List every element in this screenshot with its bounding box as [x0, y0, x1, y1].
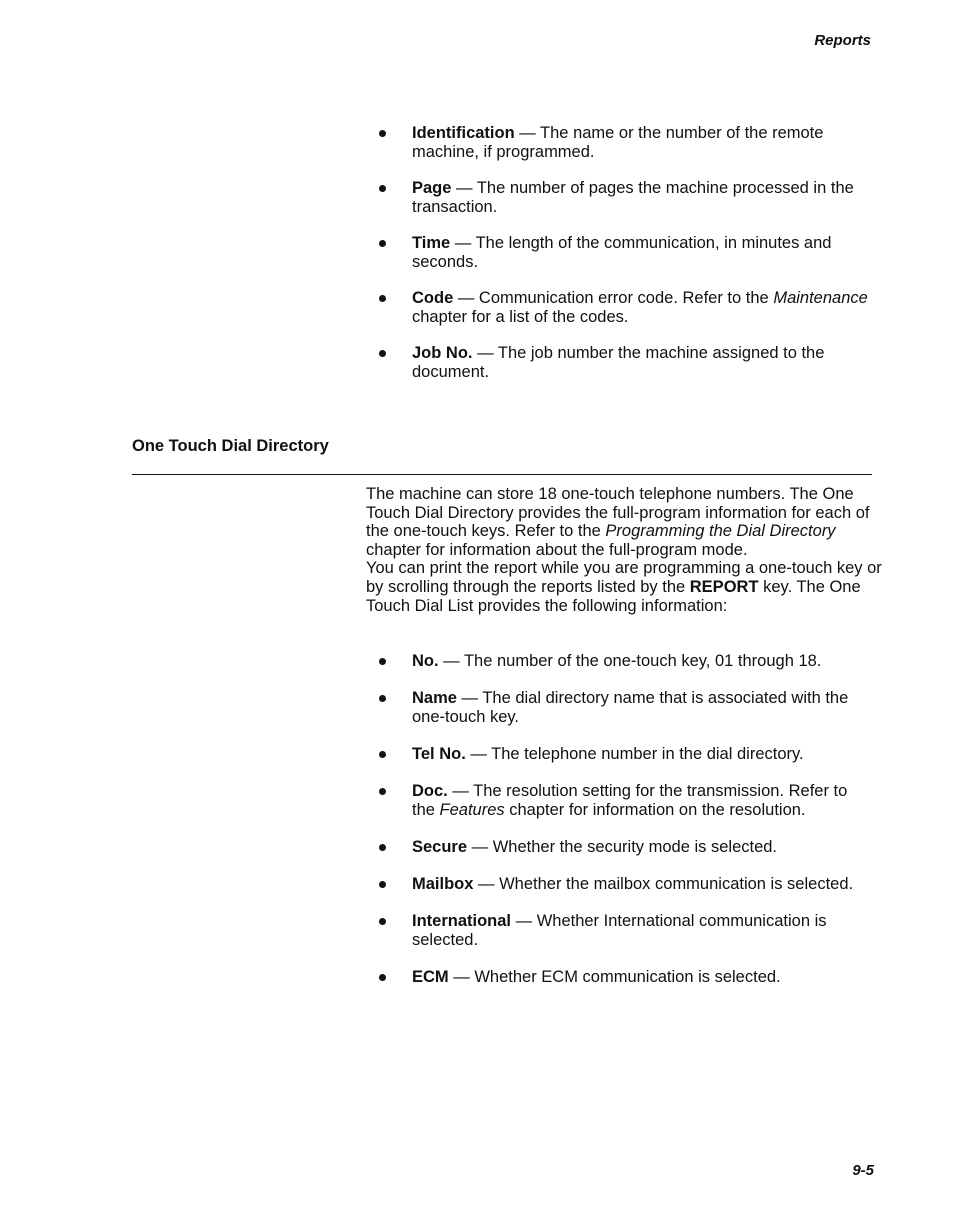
item-term: Identification	[412, 124, 515, 142]
item-term: Code	[412, 289, 454, 307]
list-item: Job No. — The job number the machine assigned to the document.	[377, 344, 872, 382]
paragraph-text: chapter for information about the full-program mode.	[366, 540, 748, 559]
item-term: Doc.	[412, 782, 448, 800]
item-term: Job No.	[412, 344, 473, 362]
directory-fields-list	[377, 652, 872, 1005]
bullet-icon	[379, 695, 386, 702]
paragraph	[366, 485, 886, 559]
list-item: Doc. — The resolution setting for the transmission. Refer to the Features chapter for information on the resolution.	[377, 782, 872, 820]
item-desc: chapter for information on the resolution.	[509, 801, 806, 819]
item-desc: Communication error code. Refer to the	[478, 289, 769, 307]
list-item: ECM — Whether ECM communication is selected.	[377, 968, 872, 987]
paragraph-text: You can print the report while you are programming a one-touch key or by scrolling through the reports listed by the	[366, 559, 882, 596]
bullet-icon	[379, 130, 386, 137]
bullet-icon	[379, 658, 386, 665]
section-heading: One Touch Dial Directory	[132, 437, 329, 455]
item-desc-italic: Features	[439, 801, 505, 819]
list-item: Identification — The name or the number of the remote machine, if programmed.	[377, 124, 872, 162]
list-item: Code — Communication error code. Refer to the Maintenance chapter for a list of the codes.	[377, 289, 872, 327]
page-number: 9-5	[852, 1162, 874, 1179]
item-term: Name	[412, 689, 457, 707]
bullet-icon	[379, 881, 386, 888]
bullet-icon	[379, 350, 386, 357]
bullet-icon	[379, 974, 386, 981]
bullet-icon	[379, 788, 386, 795]
item-desc: The resolution setting for the transmission. Refer to the	[412, 782, 848, 819]
item-desc: The length of the communication, in minutes and seconds.	[412, 234, 832, 271]
list-item: Name — The dial directory name that is associated with the one-touch key.	[377, 689, 872, 727]
bullet-icon	[379, 295, 386, 302]
list-item: International — Whether International communication is selected.	[377, 912, 872, 950]
list-item: Tel No. — The telephone number in the dial directory.	[377, 745, 872, 764]
bullet-icon	[379, 185, 386, 192]
item-desc: The number of the one-touch key, 01 through 18.	[463, 652, 822, 670]
item-desc: The name or the number of the remote machine, if programmed.	[412, 124, 824, 161]
paragraph-italic: Programming the Dial Directory	[605, 522, 836, 541]
item-desc: Whether International communication is selected.	[412, 912, 827, 949]
paragraph-text: key. The One Touch Dial List provides the following information:	[366, 577, 861, 615]
list-item: Secure — Whether the security mode is selected.	[377, 838, 872, 857]
item-desc: The dial directory name that is associated with the one-touch key.	[412, 689, 849, 726]
list-item: Mailbox — Whether the mailbox communication is selected.	[377, 875, 872, 894]
item-desc: Whether the mailbox communication is selected.	[499, 875, 854, 893]
section-divider	[132, 474, 872, 475]
list-item: Page — The number of pages the machine processed in the transaction.	[377, 179, 872, 217]
bullet-icon	[379, 751, 386, 758]
item-term: ECM	[412, 968, 449, 986]
item-desc: Whether ECM communication is selected.	[474, 968, 781, 986]
paragraph	[366, 559, 886, 615]
item-term: Secure	[412, 838, 468, 856]
list-item: No. — The number of the one-touch key, 01 through 18.	[377, 652, 872, 671]
item-desc-italic: Maintenance	[773, 289, 868, 307]
bullet-icon	[379, 844, 386, 851]
paragraph-bold: REPORT	[689, 577, 759, 596]
bullet-icon	[379, 918, 386, 925]
item-desc: The job number the machine assigned to the document.	[412, 344, 825, 381]
section-body	[366, 485, 886, 615]
item-term: Time	[412, 234, 451, 252]
item-desc: chapter for a list of the codes.	[412, 308, 629, 326]
item-desc: Whether the security mode is selected.	[492, 838, 778, 856]
item-term: Mailbox	[412, 875, 474, 893]
item-term: Page	[412, 179, 452, 197]
report-fields-list	[377, 124, 872, 399]
item-desc: The number of pages the machine processed in the transaction.	[412, 179, 854, 216]
bullet-icon	[379, 240, 386, 247]
item-term: International	[412, 912, 512, 930]
item-term: No.	[412, 652, 439, 670]
item-term: Tel No.	[412, 745, 466, 763]
running-header: Reports	[814, 32, 871, 49]
list-item: Time — The length of the communication, in minutes and seconds.	[377, 234, 872, 272]
paragraph-text: The machine can store 18 one-touch telephone numbers. The One Touch Dial Directory provides the full-program information for each of the one-touch keys. Refer to the	[366, 485, 870, 541]
item-desc: The telephone number in the dial directory.	[491, 745, 804, 763]
